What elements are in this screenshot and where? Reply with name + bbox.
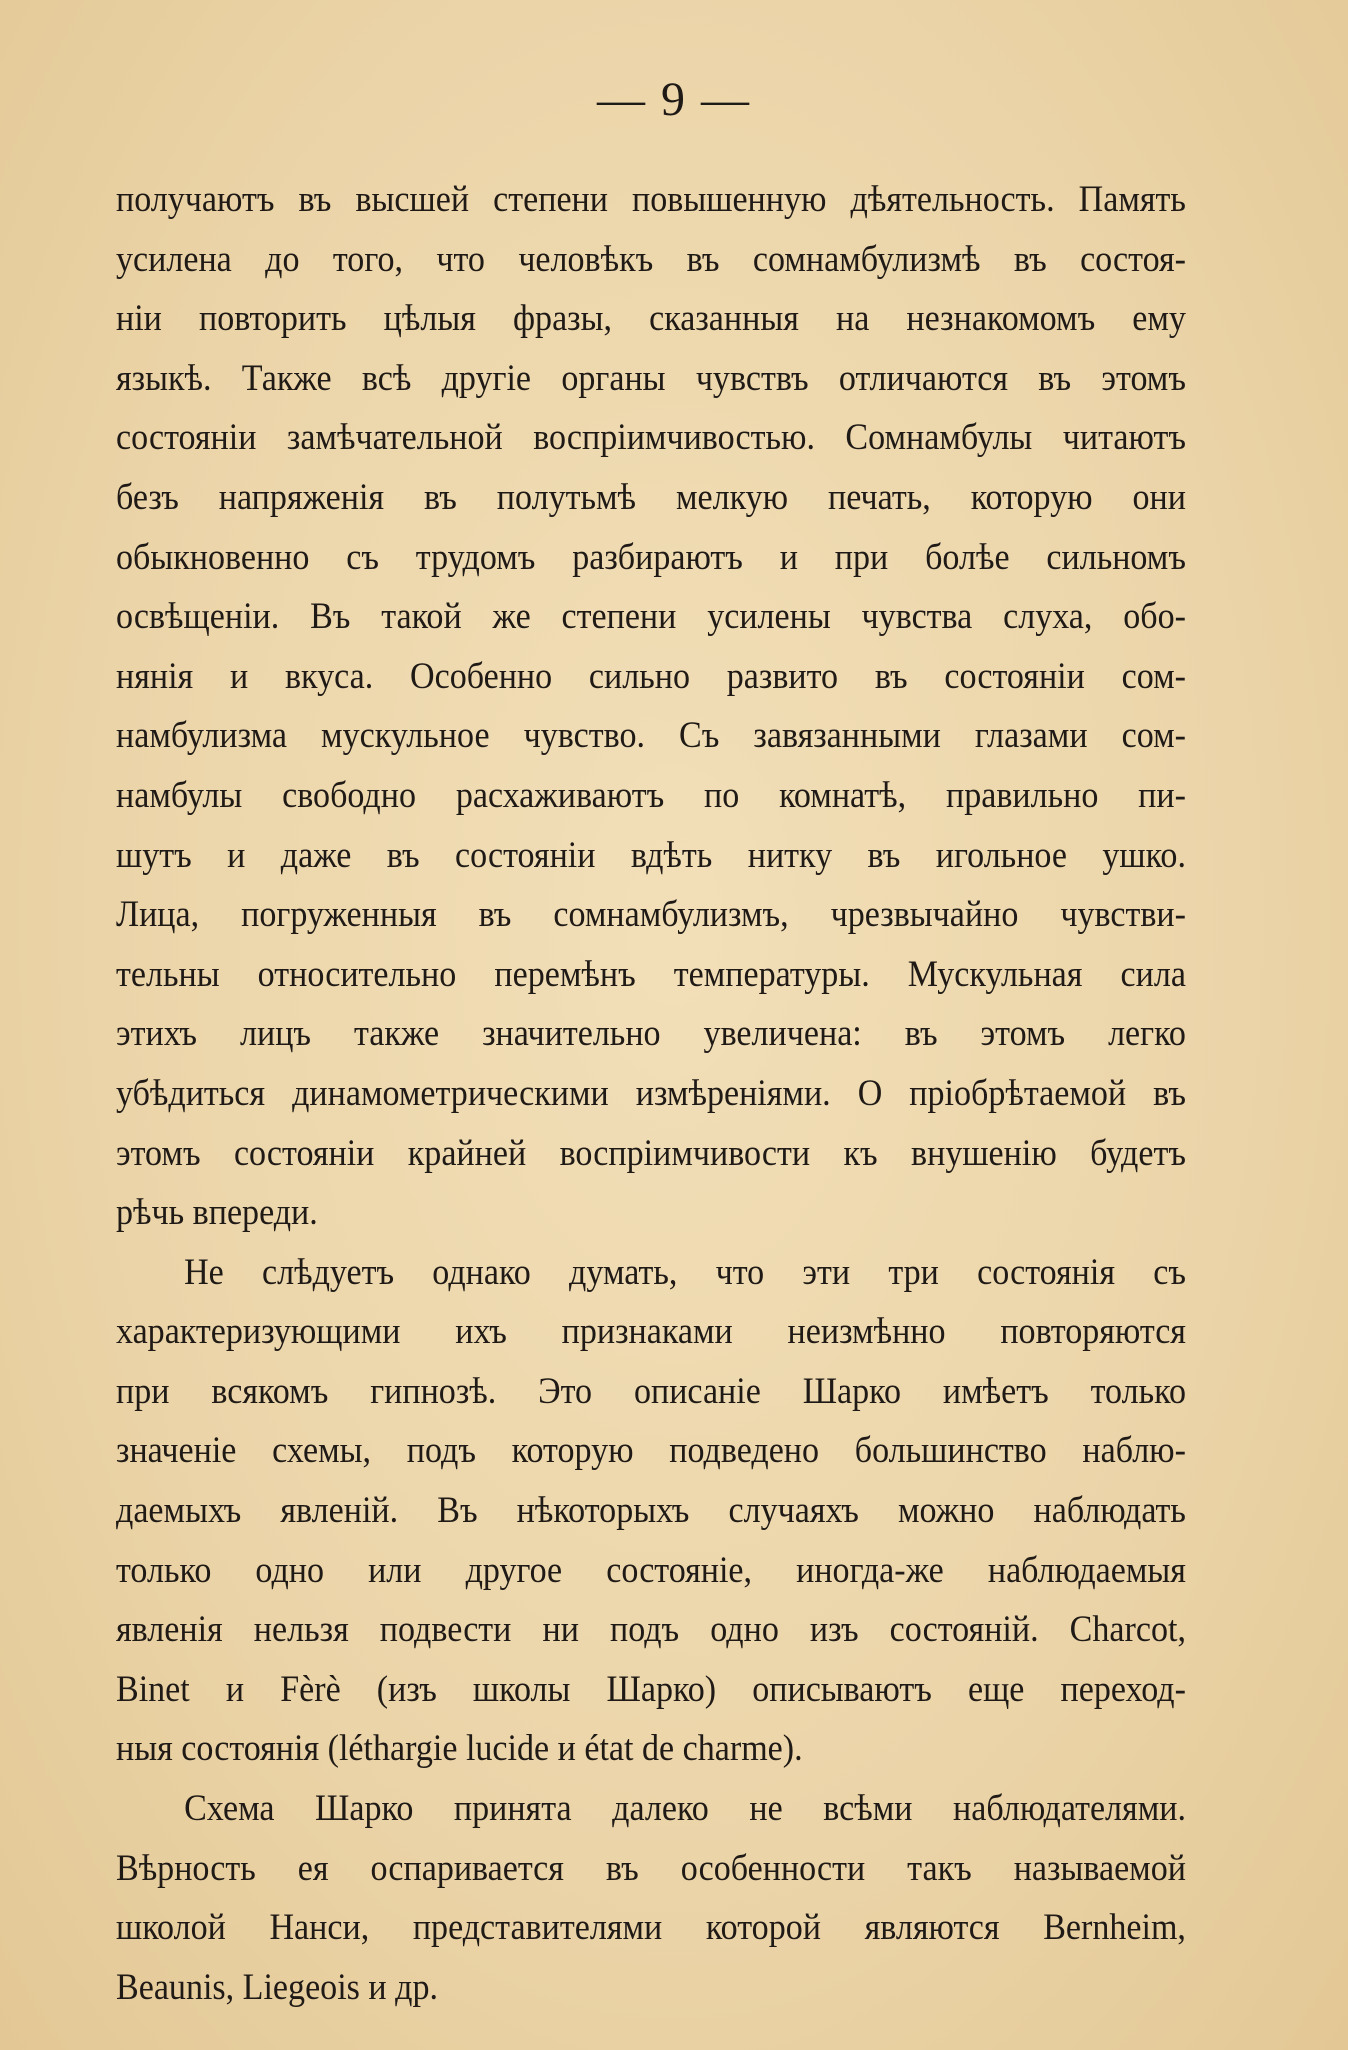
text-line: получаютъ въ высшей степени повышенную дѣятельность. Память: [116, 179, 1186, 220]
text-line: шутъ и даже въ состоянiи вдѣть нитку въ игольное ушко.: [116, 834, 1186, 876]
text-line: обыкновенно съ трудомъ разбираютъ и при болѣе сильномъ: [116, 536, 1186, 578]
text-line: Лица, погруженныя въ сомнамбулизмъ, чрезвычайно чувстви-: [116, 894, 1186, 936]
text-line: даемыхъ явленiй. Въ нѣкоторыхъ случаяхъ можно наблюдать: [116, 1490, 1186, 1532]
page-number: — 9 —: [597, 73, 751, 126]
body-text: [116, 170, 1186, 2017]
paragraph-2: [116, 1243, 1186, 1779]
text-line: этихъ лицъ также значительно увеличена: въ этомъ легко: [116, 1013, 1186, 1055]
text-line: школой Нанси, представителями которой являются Bernheim,: [116, 1907, 1186, 1949]
text-line: только одно или другое состоянiе, иногда-же наблюдаемыя: [116, 1549, 1186, 1591]
paragraph-1: [116, 170, 1186, 1243]
text-line: безъ напряженiя въ полутьмѣ мелкую печать, которую они: [116, 476, 1186, 518]
text-line: явленiя нельзя подвести ни подъ одно изъ состоянiй. Charcot,: [116, 1609, 1186, 1651]
paragraph-3: [116, 1779, 1186, 2017]
text-line: Вѣрность ея оспаривается въ особенности такъ называемой: [116, 1847, 1186, 1889]
text-line: Beaunis, Liegeois и др.: [116, 1966, 438, 2008]
text-line: рѣчь впереди.: [116, 1192, 318, 1234]
text-line: этомъ состоянiи крайней воспрiимчивости къ внушенiю будетъ: [116, 1132, 1186, 1174]
text-line: нянiя и вкуса. Особенно сильно развито въ состоянiи сом-: [116, 655, 1186, 697]
text-line: Схема Шарко принята далеко не всѣми наблюдателями.: [184, 1788, 1186, 1830]
text-line: нiи повторить цѣлыя фразы, сказанныя на незнакомомъ ему: [116, 298, 1186, 340]
text-line: языкѣ. Также всѣ другiе органы чувствъ отличаются въ этомъ: [116, 357, 1186, 399]
text-line: значенiе схемы, подъ которую подведено большинство наблю-: [116, 1430, 1186, 1472]
text-line: намбулизма мускульное чувство. Съ завязанными глазами сом-: [116, 715, 1186, 757]
text-line: Binet и Fèrè (изъ школы Шарко) описываютъ еще переход-: [116, 1668, 1186, 1710]
text-line: характеризующими ихъ признаками неизмѣнно повторяются: [116, 1311, 1186, 1353]
text-line: усилена до того, что человѣкъ въ сомнамбулизмѣ въ состоя-: [116, 238, 1186, 280]
text-line: тельны относительно перемѣнъ температуры. Мускульная сила: [116, 953, 1186, 995]
text-line: убѣдиться динамометрическими измѣренiями. О прiобрѣтаемой въ: [116, 1072, 1186, 1114]
text-line: намбулы свободно расхаживаютъ по комнатѣ, правильно пи-: [116, 774, 1186, 816]
text-line: при всякомъ гипнозѣ. Это описанiе Шарко имѣетъ только: [116, 1370, 1186, 1412]
text-line: ныя состоянiя (léthargie lucide и état de charme).: [116, 1728, 803, 1770]
text-line: Не слѣдуетъ однако думать, что эти три состоянiя съ: [184, 1251, 1186, 1293]
text-line: состоянiи замѣчательной воспрiимчивостью. Сомнамбулы читаютъ: [116, 417, 1186, 459]
text-line: освѣщенiи. Въ такой же степени усилены чувства слуха, обо-: [116, 596, 1186, 638]
